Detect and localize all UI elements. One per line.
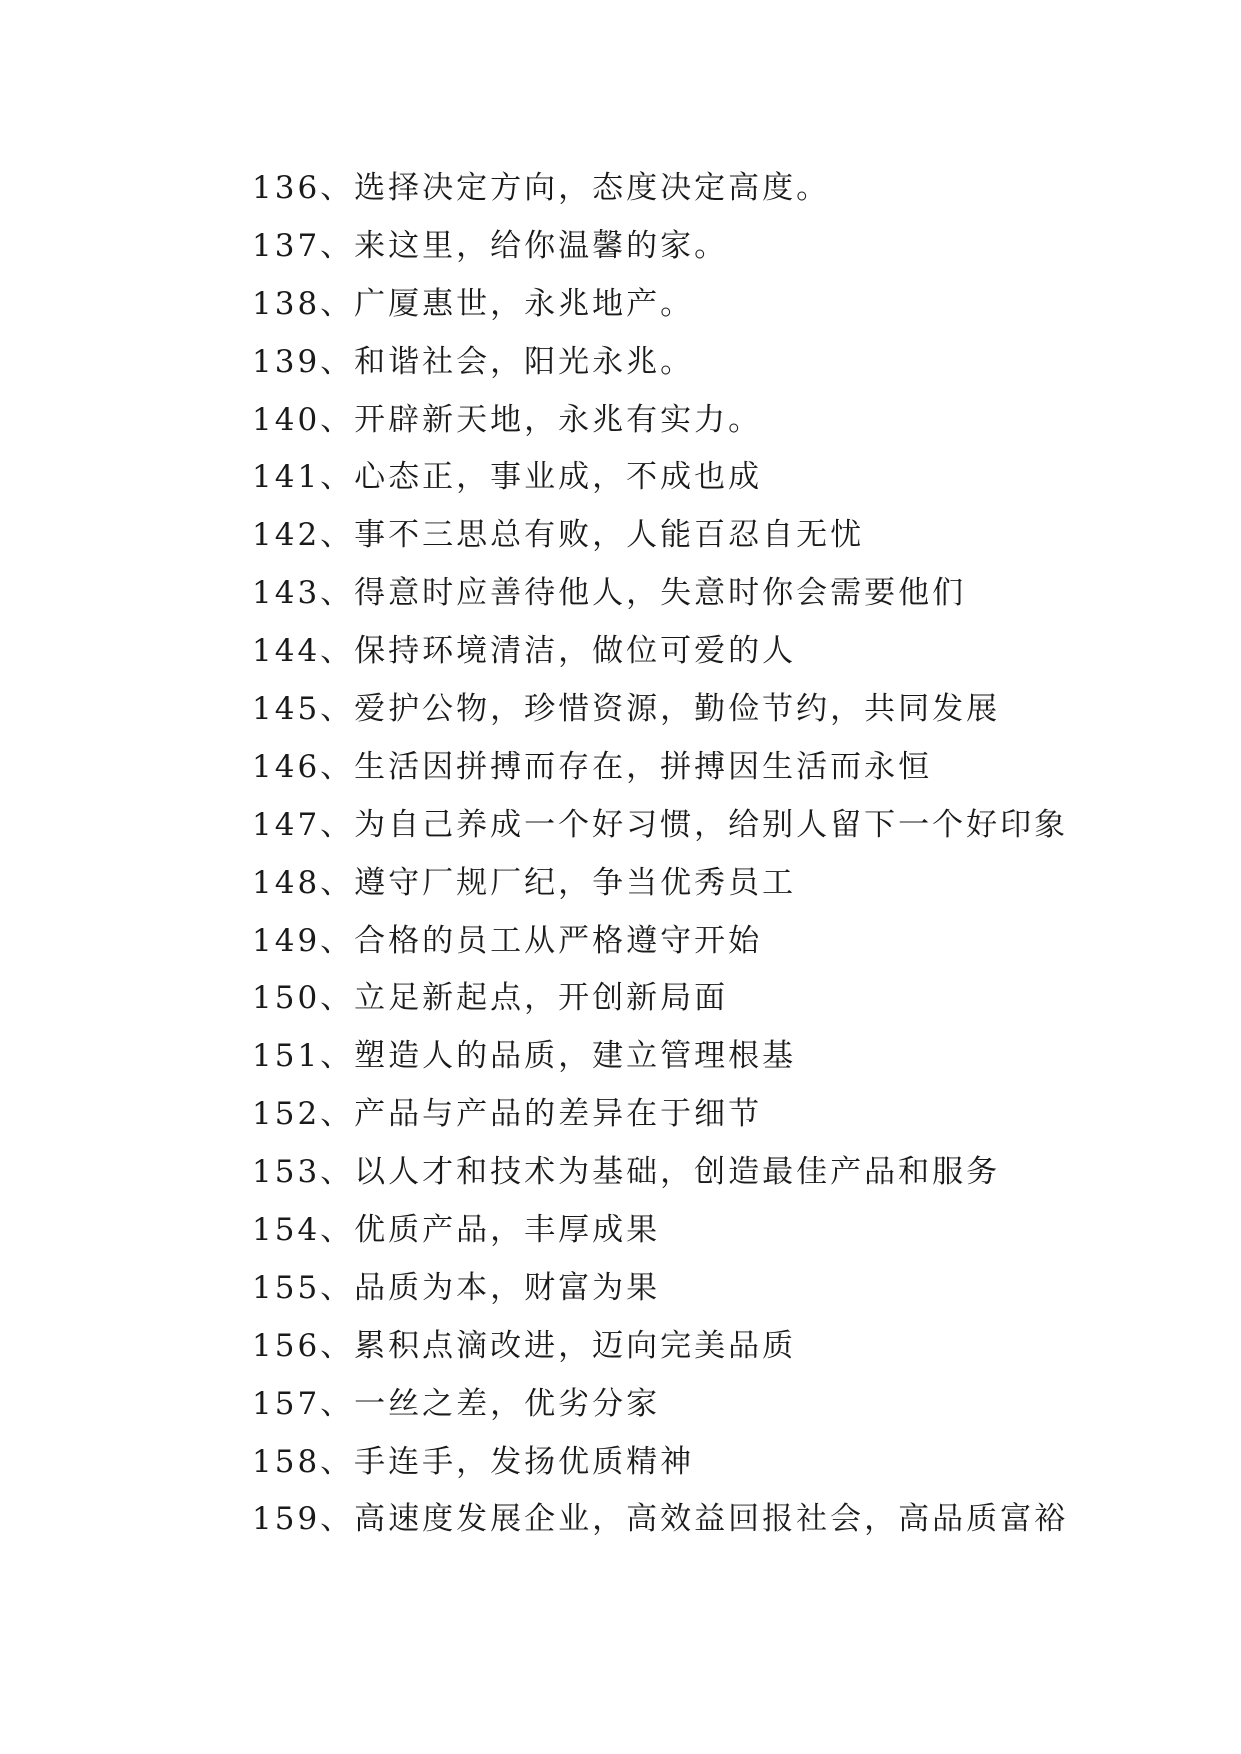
list-item: 142、事不三思总有败，人能百忍自无忧: [252, 517, 865, 554]
list-item: 155、品质为本，财富为果: [252, 1269, 661, 1306]
slogan-list: [252, 160, 1068, 1549]
list-item: 153、以人才和技术为基础，创造最佳产品和服务: [252, 1154, 1001, 1191]
list-item: 140、开辟新天地，永兆有实力。: [252, 401, 763, 438]
list-item: 138、广厦惠世，永兆地产。: [252, 285, 695, 322]
list-item: 147、为自己养成一个好习惯，给别人留下一个好印象: [252, 806, 1069, 843]
list-item: 145、爱护公物，珍惜资源，勤俭节约，共同发展: [252, 691, 1001, 728]
list-item: 156、累积点滴改进，迈向完美品质: [252, 1327, 797, 1364]
list-item: 144、保持环境清洁，做位可爱的人: [252, 633, 797, 670]
list-item: 151、塑造人的品质，建立管理根基: [252, 1038, 797, 1075]
list-item: 159、高速度发展企业，高效益回报社会，高品质富裕: [252, 1501, 1069, 1538]
list-item: 139、和谐社会，阳光永兆。: [252, 343, 695, 380]
list-item: 148、遵守厂规厂纪，争当优秀员工: [252, 864, 797, 901]
list-item: 154、优质产品，丰厚成果: [252, 1212, 661, 1249]
list-item: 141、心态正，事业成，不成也成: [252, 459, 763, 496]
list-item: 143、得意时应善待他人，失意时你会需要他们: [252, 575, 967, 612]
list-item: 136、选择决定方向，态度决定高度。: [252, 170, 831, 206]
list-item: 137、来这里，给你温馨的家。: [252, 227, 729, 264]
list-item: 149、合格的员工从严格遵守开始: [252, 922, 763, 959]
list-item: 157、一丝之差，优劣分家: [252, 1385, 661, 1422]
list-item: 150、立足新起点，开创新局面: [252, 980, 729, 1017]
list-item: 152、产品与产品的差异在于细节: [252, 1096, 763, 1133]
list-item: 158、手连手，发扬优质精神: [252, 1443, 695, 1480]
list-item: 146、生活因拼搏而存在，拼搏因生活而永恒: [252, 748, 933, 785]
